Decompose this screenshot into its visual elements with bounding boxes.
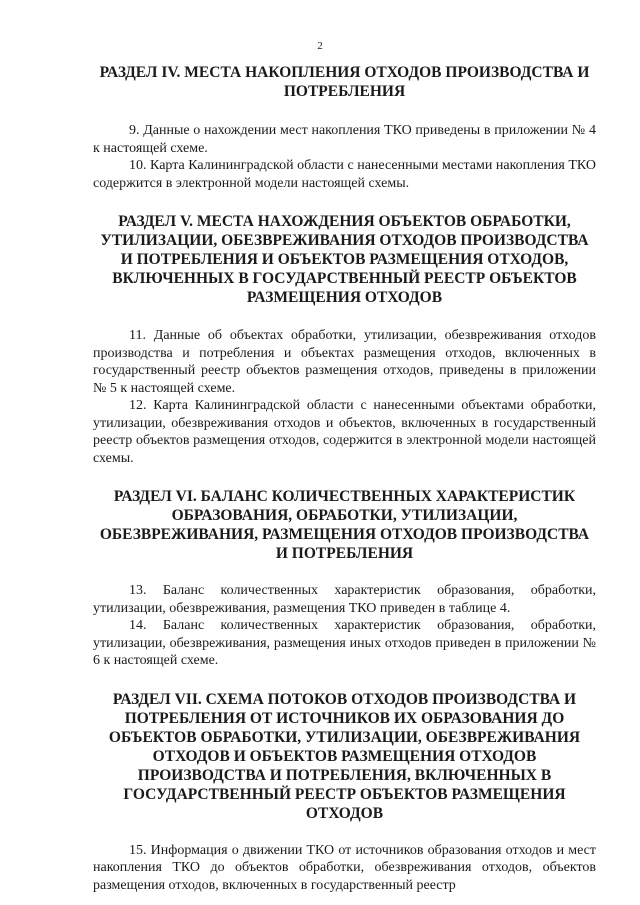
document-body <box>93 63 596 894</box>
section-heading: РАЗДЕЛ VII. СХЕМА ПОТОКОВ ОТХОДОВ ПРОИЗВОДСТВА И ПОТРЕБЛЕНИЯ ОТ ИСТОЧНИКОВ ИХ ОБРАЗОВАНИЯ ДО ОБЪЕКТОВ ОБРАБОТКИ, УТИЛИЗАЦИИ, ОБЕЗВРЕЖИВАНИЯ ОТХОДОВ И ОБЪЕКТОВ РАЗМЕЩЕНИЯ ОТХОДОВ ПРОИЗВОДСТВА И ПОТРЕБЛЕНИЯ, ВКЛЮЧЕННЫХ В ГОСУДАРСТВЕННЫЙ РЕЕСТР ОБЪЕКТОВ РАЗМЕЩЕНИЯ ОТХОДОВ <box>108 690 581 822</box>
section-heading: РАЗДЕЛ IV. МЕСТА НАКОПЛЕНИЯ ОТХОДОВ ПРОИЗВОДСТВА И ПОТРЕБЛЕНИЯ <box>99 64 590 100</box>
section-vi <box>93 487 596 670</box>
section-v <box>93 212 596 467</box>
section-iv <box>93 63 596 192</box>
section-heading: РАЗДЕЛ VI. БАЛАНС КОЛИЧЕСТВЕННЫХ ХАРАКТЕРИСТИК ОБРАЗОВАНИЯ, ОБРАБОТКИ, УТИЛИЗАЦИИ, ОБЕЗВРЕЖИВАНИЯ, РАЗМЕЩЕНИЯ ОТХОДОВ ПРОИЗВОДСТВА И ПОТРЕБЛЕНИЯ <box>99 488 590 562</box>
section-heading: РАЗДЕЛ V. МЕСТА НАХОЖДЕНИЯ ОБЪЕКТОВ ОБРАБОТКИ, УТИЛИЗАЦИИ, ОБЕЗВРЕЖИВАНИЯ ОТХОДОВ ПРОИЗВОДСТВА И ПОТРЕБЛЕНИЯ И ОБЪЕКТОВ РАЗМЕЩЕНИЯ ОТХОДОВ, ВКЛЮЧЕННЫХ В ГОСУДАРСТВЕННЫЙ РЕЕСТР ОБЪЕКТОВ РАЗМЕЩЕНИЯ ОТХОДОВ <box>100 213 589 306</box>
paragraph: 12. Карта Калининградской области с нанесенными объектами обработки, утилизации, обезвреживания отходов и объектов, включенных в государственный реестр объектов размещения отходов, содержится в электронной модели настоящей схемы. <box>93 398 596 466</box>
paragraph: 14. Баланс количественных характеристик образования, обработки, утилизации, обезвреживания, размещения иных отходов приведен в приложении № 6 к настоящей схеме. <box>93 618 596 668</box>
paragraph: 9. Данные о нахождении мест накопления ТКО приведены в приложении № 4 к настоящей схеме. <box>93 123 596 156</box>
paragraph: 13. Баланс количественных характеристик образования, обработки, утилизации, обезвреживания, размещения ТКО приведен в таблице 4. <box>93 583 596 616</box>
paragraph: 15. Информация о движении ТКО от источников образования отходов и мест накопления ТКО до объектов обработки, обезвреживания отходов, объектов размещения отходов, включенных в государственный реестр <box>93 842 596 893</box>
section-vii <box>93 690 596 895</box>
paragraph: 10. Карта Калининградской области с нанесенными местами накопления ТКО содержится в электронной модели настоящей схемы. <box>93 158 596 191</box>
paragraph: 11. Данные об объектах обработки, утилизации, обезвреживания отходов производства и потребления и объектах размещения отходов, включенных в государственный реестр объектов размещения отходов, приведены в приложении № 5 к настоящей схеме. <box>93 328 596 396</box>
page-number: 2 <box>317 40 323 52</box>
